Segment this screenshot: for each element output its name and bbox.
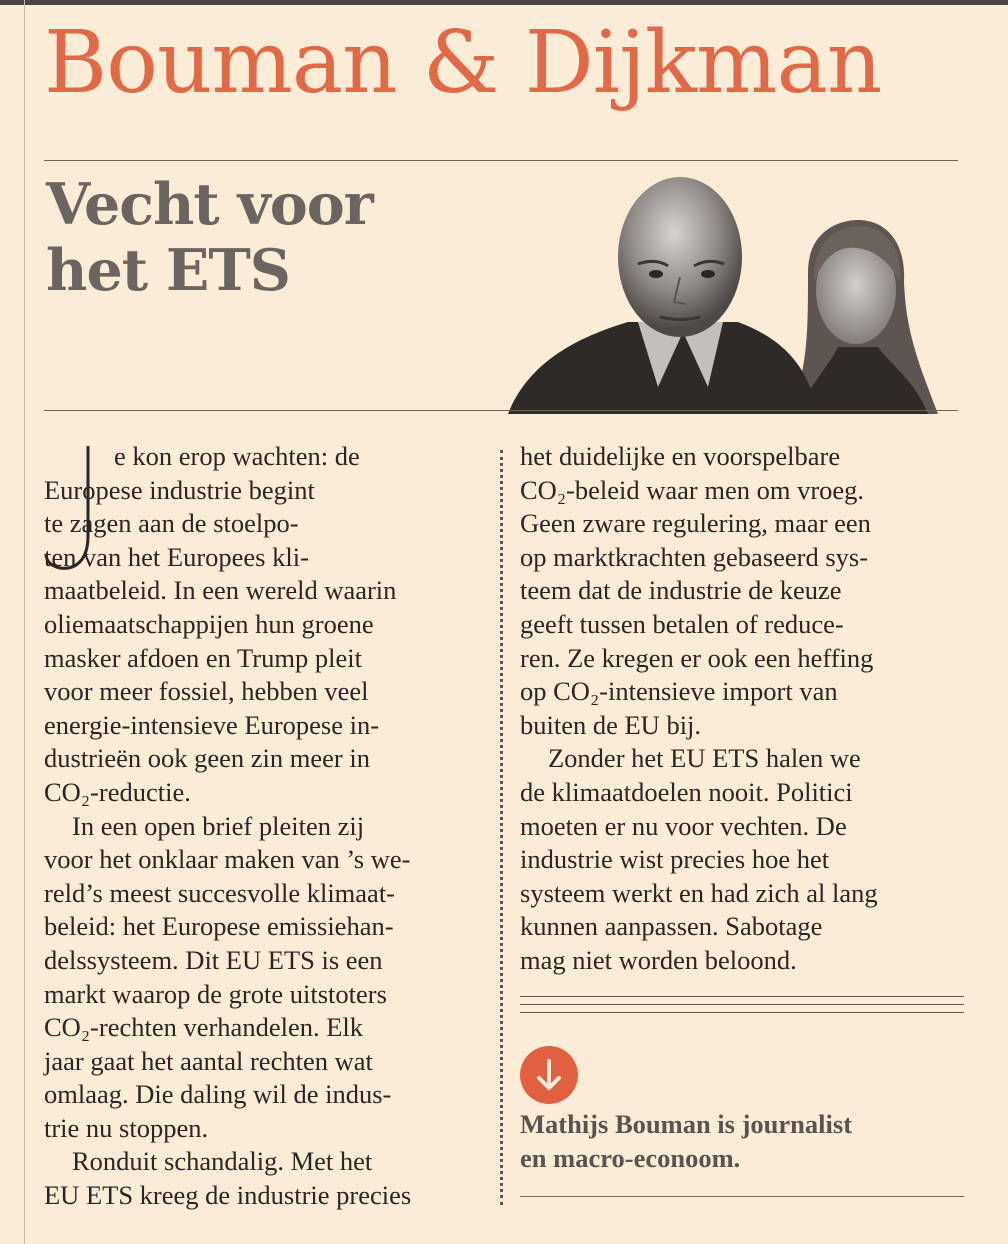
paragraph: In een open brief pleiten zij voor het onklaar maken van ’s we- reld’s meest succesvolle klimaat- beleid: het Europese emissiehan- delssysteem. Dit EU ETS is een markt waarop de grote uitstoters CO₂-rechten verhandelen. Elk jaar gaat het aantal rechten wat omlaag. Die daling wil de indus- trie nu stoppen.	[44, 810, 411, 1143]
paragraph: het duidelijke en voorspelbare CO₂-beleid waar men om vroeg. Geen zware regulering, maar een op marktkrachten gebaseerd sys- teem dat de industrie de keuze geeft tussen betalen of reduce- ren. Ze kregen er ook een heffing op CO₂-intensieve import van buiten de EU bij.	[520, 441, 874, 740]
paragraph: Ronduit schandalig. Met het EU ETS kreeg de industrie precies	[44, 1146, 412, 1211]
article-headline: Vecht voor het ETS	[46, 171, 373, 304]
top-border	[0, 0, 1008, 5]
article-column-2	[520, 440, 964, 978]
column-masthead: Bouman & Dijkman	[44, 13, 882, 113]
divider-line	[520, 1012, 964, 1013]
bottom-divider	[520, 1196, 964, 1197]
arrow-down-icon	[520, 1046, 578, 1104]
article-column-1	[44, 440, 488, 1213]
column-separator	[500, 450, 503, 1205]
man-portrait	[508, 177, 818, 414]
divider-line	[520, 996, 964, 997]
paragraph: Zonder het EU ETS halen we de klimaatdoelen nooit. Politici moeten er nu voor vechten. De industrie wist precies hoe het systeem werkt en had zich al lang kunnen aanpassen. Sabotage mag niet worden beloond.	[520, 743, 878, 975]
author-note: Mathijs Bouman is journalist en macro-econoom.	[520, 1109, 853, 1173]
masthead-divider	[44, 160, 958, 161]
woman-portrait	[788, 220, 938, 414]
page-margin-line	[24, 0, 25, 1244]
divider-line	[520, 1004, 964, 1005]
author-portraits-photo	[508, 162, 954, 414]
headline-divider	[44, 410, 958, 411]
paragraph: e kon erop wachten: de Europese industrie begint te zagen aan de stoelpo- ten van het Europees kli- maatbeleid. In een wereld waarin oliemaatschappijen hun groene masker afdoen en Trump pleit voor meer fossiel, hebben veel energie-intensieve Europese in- dustrieën ook geen zin meer in CO₂-reductie.	[44, 441, 397, 807]
